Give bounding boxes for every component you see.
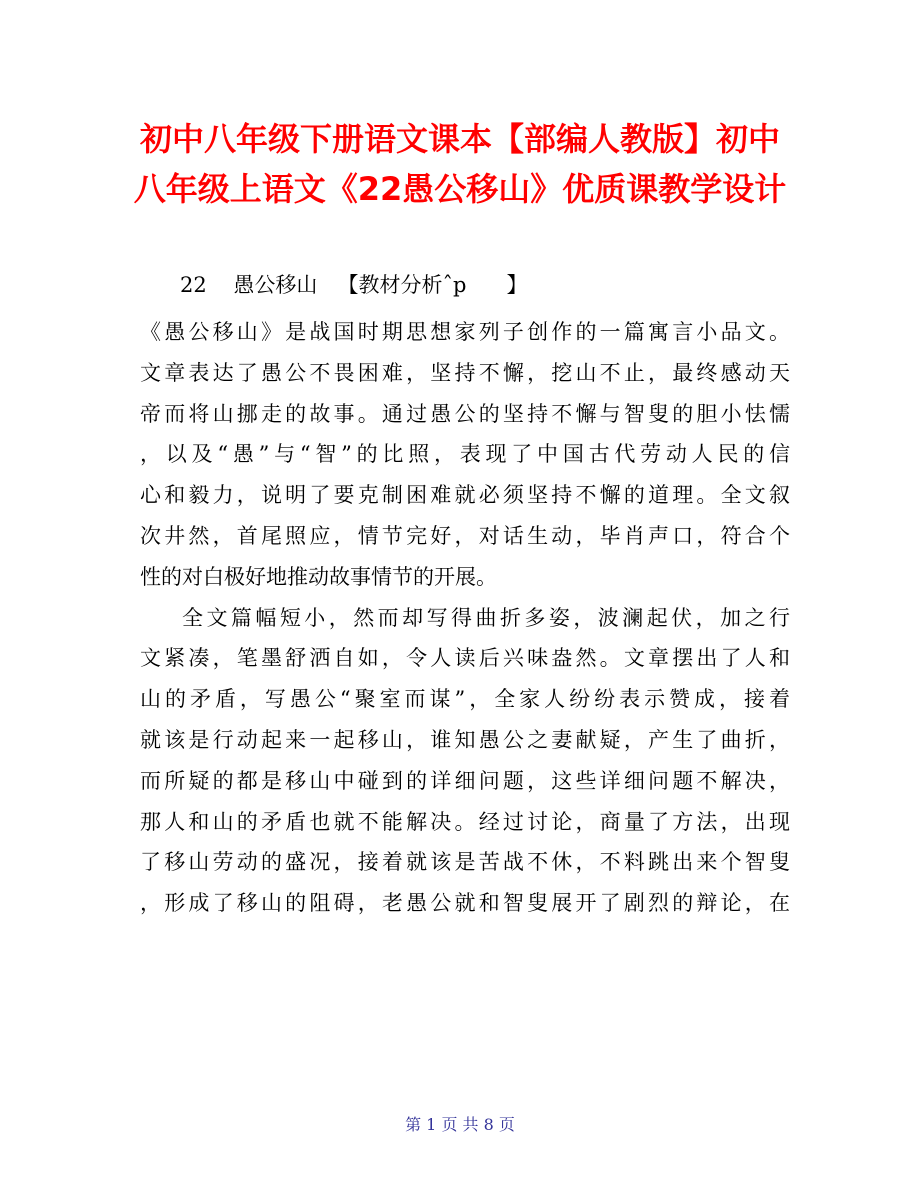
text-line: 了移山劳动的盛况，接着就该是苦战不休，不料跳出来个智叟 — [140, 850, 790, 875]
text-line: ，形成了移山的阻碍，老愚公就和智叟展开了剧烈的辩论，在 — [140, 891, 790, 916]
text-line: 心和毅力，说明了要克制困难就必须坚持不懈的道理。全文叙 — [140, 483, 790, 508]
text-line: 就该是行动起来一起移山，谁知愚公之妻献疑，产生了曲折， — [140, 727, 790, 752]
text-line: 山的矛盾，写愚公“聚室而谋”，全家人纷纷表示赞成，接着 — [140, 687, 790, 712]
text-line: 那人和山的矛盾也就不能解决。经过讨论，商量了方法，出现 — [140, 809, 790, 834]
text-line: 文章表达了愚公不畏困难，坚持不懈，挖山不止，最终感动天 — [140, 360, 790, 385]
page-footer: 第 1 页 共 8 页 — [405, 1115, 515, 1134]
text-line: ，以及“愚”与“智”的比照，表现了中国古代劳动人民的信 — [140, 442, 790, 467]
title-line-1: 初中八年级下册语文课本【部编人教版】初中 — [139, 120, 780, 158]
text-line: 性的对白极好地推动故事情节的开展。 — [140, 564, 497, 589]
paragraph-2 — [140, 598, 790, 924]
section-heading: 22 愚公移山 【教材分析ˆp 】 — [180, 273, 528, 297]
title-line-2: 八年级上语文《22愚公移山》优质课教学设计 — [133, 170, 787, 208]
text-line: 次井然，首尾照应，情节完好，对话生动，毕肖声口，符合个 — [140, 523, 790, 548]
text-line: 《愚公移山》是战国时期思想家列子创作的一篇寓言小品文。 — [140, 320, 790, 344]
text-line: 文紧凑，笔墨舒洒自如，令人读后兴味盎然。文章摆出了人和 — [140, 646, 790, 671]
body-text — [140, 312, 790, 924]
text-line: 全文篇幅短小，然而却写得曲折多姿，波澜起伏，加之行 — [182, 605, 790, 630]
document-title — [120, 114, 800, 214]
text-line: 而所疑的都是移山中碰到的详细问题，这些详细问题不解决， — [140, 768, 790, 793]
text-line: 帝而将山挪走的故事。通过愚公的坚持不懈与智叟的胆小怯懦 — [140, 401, 790, 426]
paragraph-1 — [140, 312, 790, 598]
